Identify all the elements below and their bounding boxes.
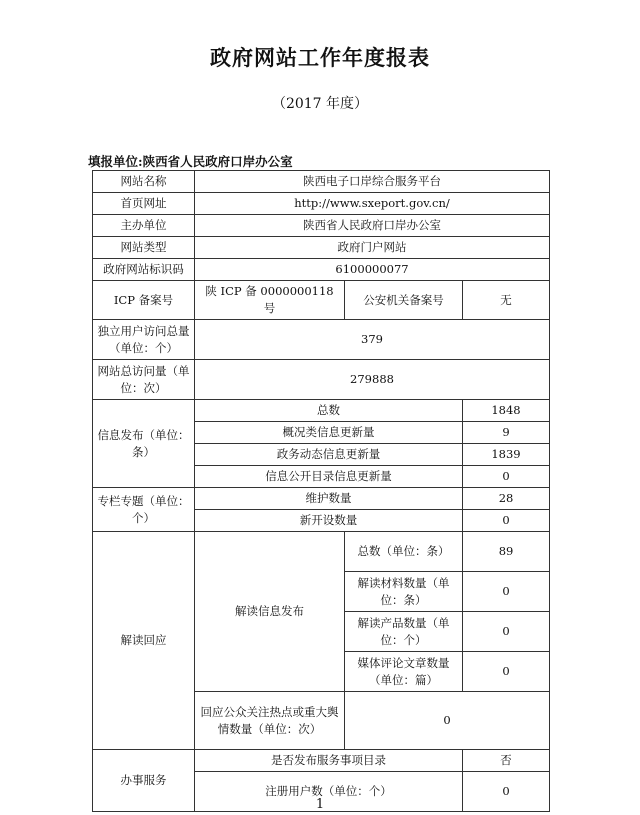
row-label: 网站总访问量（单位：次） <box>93 360 195 400</box>
table-row <box>93 171 550 193</box>
report-year: （2017 年度） <box>271 96 369 112</box>
table-row <box>93 488 550 510</box>
page-number: 1 <box>315 797 325 812</box>
reporting-unit: 填报单位:陕西省人民政府口岸办公室 <box>88 154 293 169</box>
service-users-label: 注册用户数（单位：个） <box>195 772 463 812</box>
interp-publish-label: 解读信息发布 <box>195 532 345 692</box>
site-type-value: 政府门户网站 <box>195 237 550 259</box>
site-name-value: 陕西电子口岸综合服务平台 <box>195 171 550 193</box>
service-catalog-label: 是否发布服务事项目录 <box>195 750 463 772</box>
row-label: 网站类型 <box>93 237 195 259</box>
row-label: ICP 备案号 <box>93 281 195 320</box>
info-news-value: 1839 <box>463 444 550 466</box>
table-row <box>93 281 550 320</box>
info-total-value: 1848 <box>463 400 550 422</box>
column-label: 专栏专题（单位：个） <box>93 488 195 532</box>
interp-product-value: 0 <box>463 612 550 652</box>
info-overview-value: 9 <box>463 422 550 444</box>
row-label: 独立用户访问总量（单位：个） <box>93 320 195 360</box>
police-record-value: 无 <box>463 281 550 320</box>
interp-respond-label: 回应公众关注热点或重大舆情数量（单位：次） <box>195 692 345 750</box>
column-new-label: 新开设数量 <box>195 510 463 532</box>
info-overview-label: 概况类信息更新量 <box>195 422 463 444</box>
service-users-value: 0 <box>463 772 550 812</box>
info-catalog-value: 0 <box>463 466 550 488</box>
interp-total-label: 总数（单位：条） <box>345 532 463 572</box>
info-catalog-label: 信息公开目录信息更新量 <box>195 466 463 488</box>
interp-media-label: 媒体评论文章数量（单位：篇） <box>345 652 463 692</box>
table-row <box>93 320 550 360</box>
table-row <box>93 400 550 422</box>
interp-material-label: 解读材料数量（单位：条） <box>345 572 463 612</box>
column-maintain-value: 28 <box>463 488 550 510</box>
icp-value: 陕 ICP 备 0000000118 号 <box>195 281 345 320</box>
table-row <box>93 215 550 237</box>
row-label: 网站名称 <box>93 171 195 193</box>
service-label: 办事服务 <box>93 750 195 812</box>
interp-product-label: 解读产品数量（单位：个） <box>345 612 463 652</box>
interp-label: 解读回应 <box>93 532 195 750</box>
column-maintain-label: 维护数量 <box>195 488 463 510</box>
table-row <box>93 750 550 772</box>
report-table <box>92 170 550 812</box>
table-row <box>93 193 550 215</box>
table-row <box>93 237 550 259</box>
interp-total-value: 89 <box>463 532 550 572</box>
interp-material-value: 0 <box>463 572 550 612</box>
table-row <box>93 532 550 572</box>
row-label: 政府网站标识码 <box>93 259 195 281</box>
interp-respond-value: 0 <box>345 692 550 750</box>
row-label: 首页网址 <box>93 193 195 215</box>
row-label: 主办单位 <box>93 215 195 237</box>
report-title: 政府网站工作年度报表 <box>210 46 430 70</box>
interp-media-value: 0 <box>463 652 550 692</box>
table-row <box>93 360 550 400</box>
info-total-label: 总数 <box>195 400 463 422</box>
table-row <box>93 259 550 281</box>
homepage-url-value: http://www.sxeport.gov.cn/ <box>195 193 550 215</box>
info-release-label: 信息发布（单位：条） <box>93 400 195 488</box>
service-catalog-value: 否 <box>463 750 550 772</box>
column-new-value: 0 <box>463 510 550 532</box>
sponsor-value: 陕西省人民政府口岸办公室 <box>195 215 550 237</box>
pv-value: 279888 <box>195 360 550 400</box>
info-news-label: 政务动态信息更新量 <box>195 444 463 466</box>
uv-value: 379 <box>195 320 550 360</box>
site-code-value: 6100000077 <box>195 259 550 281</box>
police-record-label: 公安机关备案号 <box>345 281 463 320</box>
